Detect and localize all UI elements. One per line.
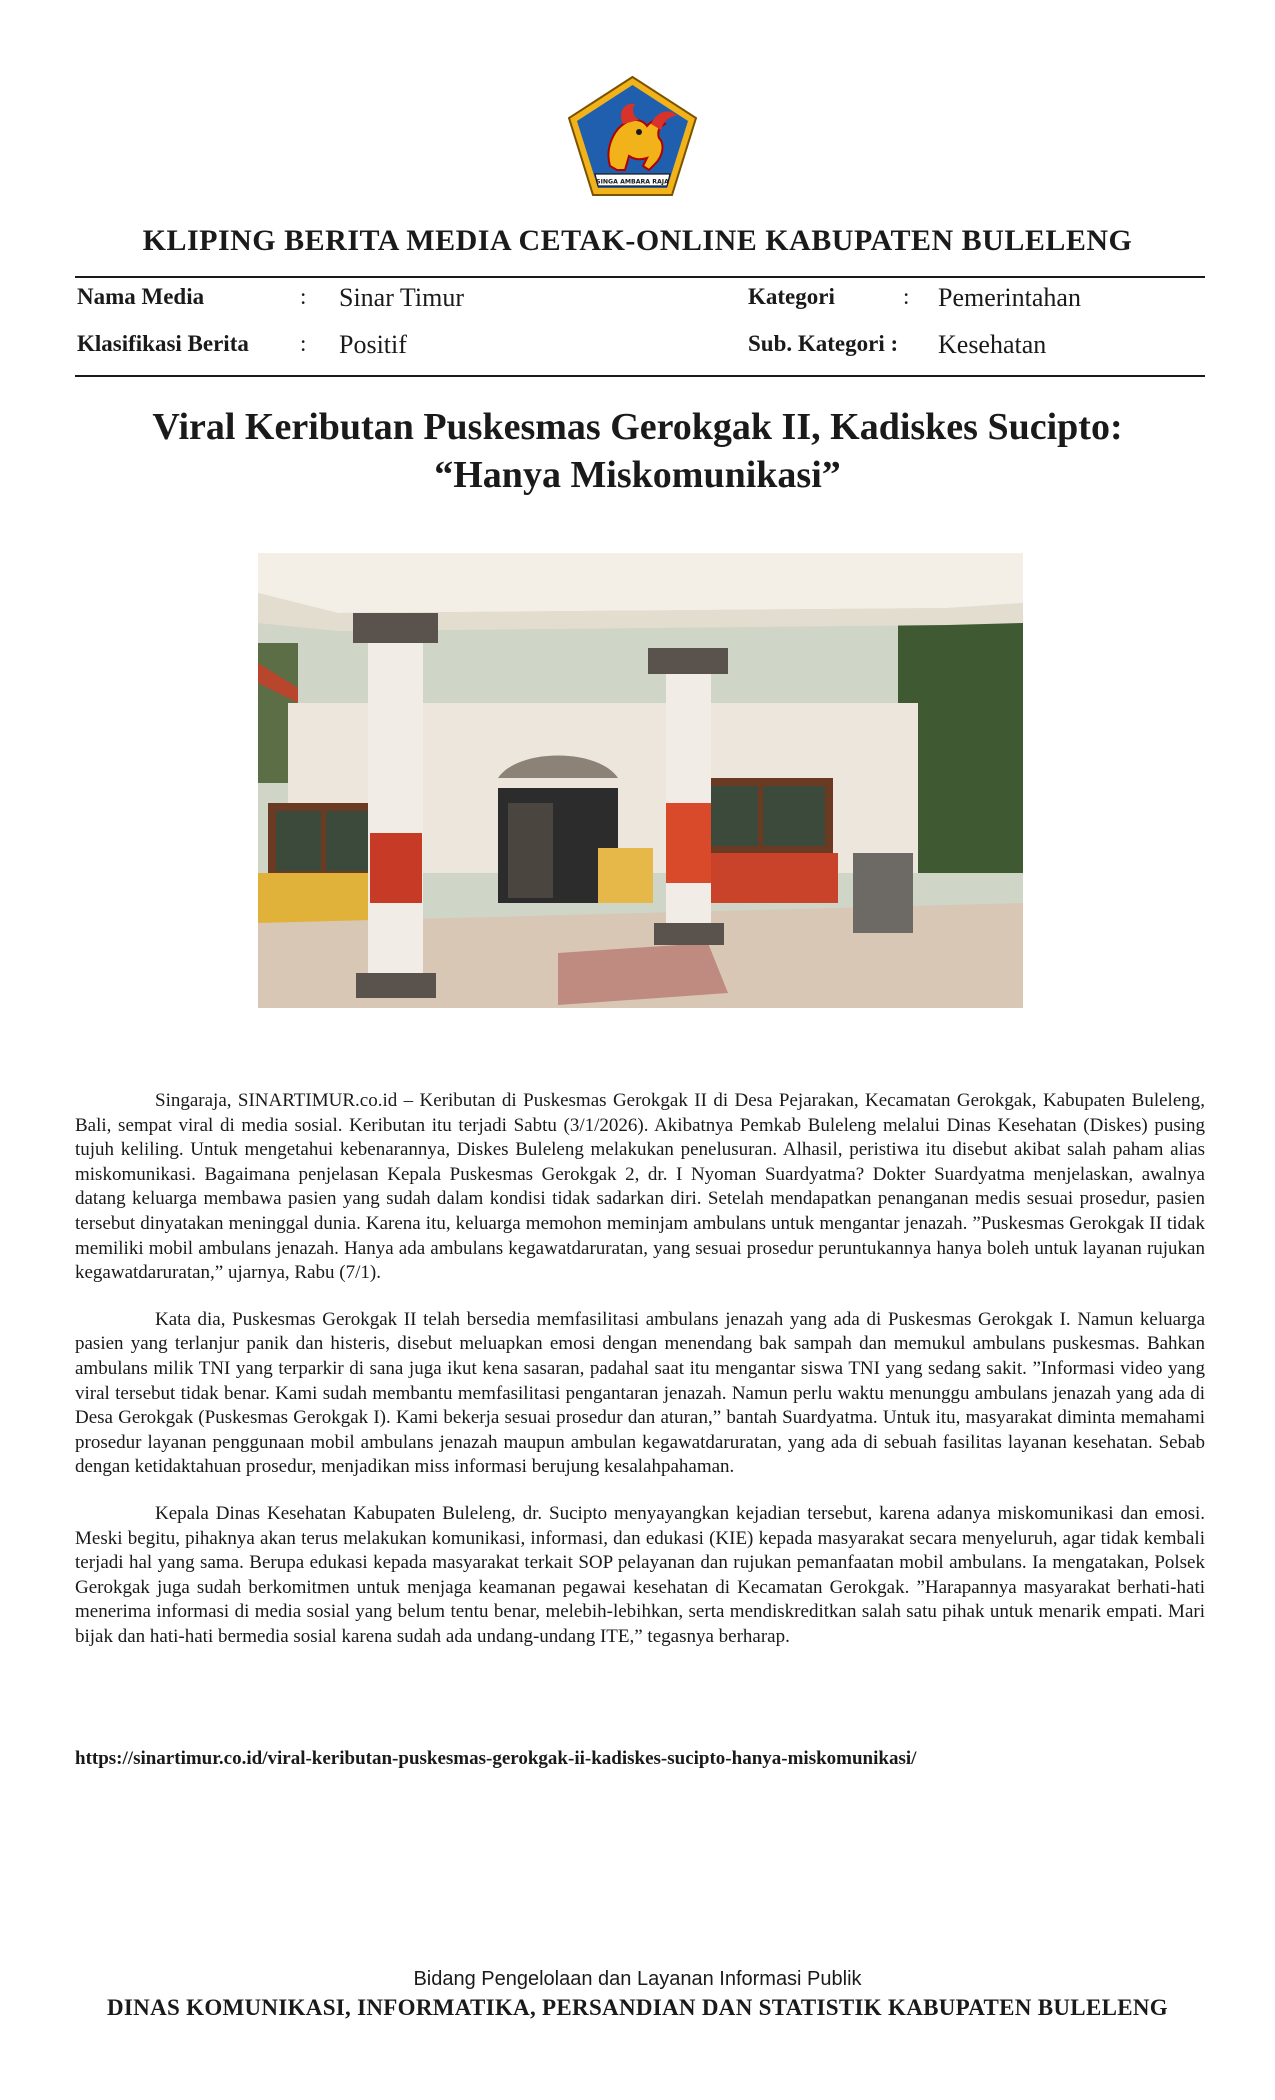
emblem-icon	[565, 74, 700, 199]
headline-line-2: “Hanya Miskomunikasi”	[434, 454, 841, 496]
classification-value: Positif	[339, 330, 407, 359]
emblem-motto: SINGA AMBARA RAJA	[596, 178, 669, 186]
header-bottom-rule	[75, 375, 1205, 377]
category-value: Pemerintahan	[938, 283, 1081, 312]
classification-label: Klasifikasi Berita	[77, 331, 249, 356]
article-paragraph-3: Kepala Dinas Kesehatan Kabupaten Buleleng, dr. Sucipto menyayangkan kejadian tersebut, karena adanya miskomunikasi dan emosi. Meski begitu, pihaknya akan terus melakukan komunikasi, informasi, dan edukasi (KIE) kepada masyarakat secara menyeluruh, agar tidak kembali terjadi hal yang sama. Berupa edukasi kepada masyarakat terkait SOP pelayanan dan rujukan pemanfaatan mobil ambulans. Ia mengatakan, Polsek Gerokgak juga sudah berkomitmen untuk menjaga keamanan pegawai kesehatan di Kecamatan Gerokgak. ”Harapannya masyarakat berhati-hati menerima informasi di media sosial yang belum tentu benar, melebih-lebihkan, serta mendiskreditkan salah satu pihak untuk menarik empati. Mari bijak dan hati-hati bermedia sosial karena sudah ada undang-undang ITE,” tegasnya berharap.	[75, 1502, 1205, 1647]
header-top-rule	[75, 276, 1205, 278]
source-link[interactable]: https://sinartimur.co.id/viral-keributan-puskesmas-gerokgak-ii-kadiskes-sucipto-hanya-miskomunikasi/	[75, 1748, 917, 1769]
footer-department: Bidang Pengelolaan dan Layanan Informasi Publik	[413, 1968, 862, 1990]
media-value: Sinar Timur	[339, 283, 464, 312]
footer-organization: DINAS KOMUNIKASI, INFORMATIKA, PERSANDIAN DAN STATISTIK KABUPATEN BULELENG	[107, 1995, 1168, 2020]
category-colon: :	[903, 284, 910, 309]
document-title: KLIPING BERITA MEDIA CETAK-ONLINE KABUPATEN BULELENG	[142, 224, 1133, 257]
article-body	[75, 1089, 1205, 1671]
buleleng-emblem-logo	[565, 74, 700, 199]
headline-line-1: Viral Keributan Puskesmas Gerokgak II, Kadiskes Sucipto:	[152, 406, 1123, 448]
article-paragraph-1: Singaraja, SINARTIMUR.co.id – Keributan di Puskesmas Gerokgak II di Desa Pejarakan, Kecamatan Gerokgak, Kabupaten Buleleng, Bali, sempat viral di media sosial. Keributan itu terjadi Sabtu (3/1/2026). Akibatnya Pemkab Buleleng melalui Dinas Kesehatan (Diskes) pusing tujuh keliling. Untuk mengetahui kebenarannya, Diskes Buleleng melakukan penelusuran. Alhasil, peristiwa itu disebut akibat salah paham alias miskomunikasi. Bagaimana penjelasan Kepala Puskesmas Gerokgak 2, dr. I Nyoman Suardyatma? Dokter Suardyatma menjelaskan, awalnya datang keluarga membawa pasien yang sudah dalam kondisi tidak sadarkan diri. Setelah mendapatkan penanganan medis sesuai prosedur, pasien tersebut dinyatakan meninggal dunia. Karena itu, keluarga memohon meminjam ambulans untuk mengantar jenazah. ”Puskesmas Gerokgak II tidak memiliki mobil ambulans jenazah. Hanya ada ambulans kegawatdaruratan, yang sesuai prosedur peruntukannya hanya boleh untuk layanan rujukan kegawatdaruratan,” ujarnya, Rabu (7/1).	[75, 1090, 1205, 1284]
subcategory-value: Kesehatan	[938, 330, 1047, 359]
article-photo	[258, 553, 1023, 1008]
article-headline	[100, 403, 1175, 499]
subcategory-label: Sub. Kategori :	[748, 331, 899, 356]
article-paragraph-2: Kata dia, Puskesmas Gerokgak II telah bersedia memfasilitasi ambulans jenazah yang ada di Puskesmas Gerokgak I. Namun keluarga pasien yang terlanjur panik dan histeris, disebut meluapkan emosi dengan menendang bak sampah dan memukul ambulans puskesmas. Bahkan ambulans milik TNI yang terparkir di sana juga ikut kena sasaran, padahal saat itu mengantar siswa TNI yang sedang sakit. ”Informasi video yang viral tersebut tidak benar. Kami sudah membantu memfasilitasi pengantaran jenazah. Namun perlu waktu menunggu ambulans jenazah yang ada di Desa Gerokgak (Puskesmas Gerokgak I). Kami bekerja sesuai prosedur dan aturan,” bantah Suardyatma. Untuk itu, masyarakat diminta memahami prosedur layanan penggunaan mobil ambulans jenazah maupun ambulan kegawatdaruratan, yang ada di sebuah fasilitas layanan kesehatan. Sebab dengan ketidaktahuan prosedur, menjadikan miss informasi berujung kesalahpahaman.	[75, 1308, 1205, 1478]
media-colon: :	[300, 284, 307, 309]
puskesmas-building-image	[258, 553, 1023, 1008]
classification-colon: :	[300, 331, 307, 356]
media-label: Nama Media	[77, 284, 205, 309]
category-label: Kategori	[748, 284, 835, 309]
